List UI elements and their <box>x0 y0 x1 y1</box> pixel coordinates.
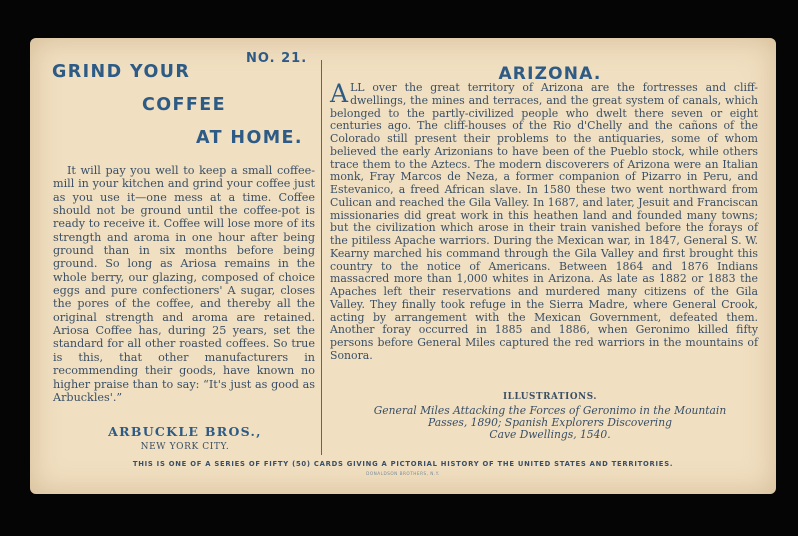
company-name: ARBUCKLE BROS., <box>108 424 262 439</box>
arizona-history-body: LL over the great territory of Arizona are the fortresses and cliff-dwellings, the mines and terraces, and the great system of canals, which belonged to the partly-civilized people who dwelt there seven or eight centuries ago. The cliff-houses of the Rio d'Chelly and the cañons of the Colorado still present their problems to the antiquaries, some of whom believed the early Arizonians to have been of the Pueblo stock, while others trace them to the Aztecs. The modern discoverers of Arizona were an Italian monk, Fray Marcos de Neza, a former companion of Pizarro in Peru, and Estevanico, a freed African slave. In 1580 these two went northward from Culican and reached the Gila Valley. In 1687, and later, Jesuit and Franciscan missionaries did great work in this heathen land and founded many towns; but the civilization which arose in their train vanished before the forays of the pitiless Apache warriors. During the Mexican war, in 1847, General S. W. Kearny marched his command through the Gila Valley and first brought this country to the notice of Americans. Between 1864 and 1876 Indians massacred more than 1,000 whites in Arizona. As late as 1882 or 1883 the Apaches left their reservations and murdered many citizens of the Gila Valley. They finally took refuge in the Sierra Madre, where General Crook, acting by arrangement with the Mexican Government, defeated them. Another foray occurred in 1885 and 1886, when Geronimo killed fifty persons before General Miles captured the red warriors in the mountains of Sonora. <box>330 81 758 362</box>
heading-line-1: GRIND YOUR <box>52 62 191 82</box>
illustration-caption-line: Passes, 1890; Spanish Explorers Discovering <box>428 416 672 429</box>
column-divider <box>321 60 322 455</box>
printer-credit: DONALDSON BROTHERS, N.Y. <box>366 471 440 476</box>
coffee-advice-text: It will pay you well to keep a small coffee-mill in your kitchen and grind your coffee just as you use it—one mess at a time. Coffee should not be ground until the coffee-pot is ready to receive it. Coffee will lose more of its strength and aroma in one hour after being ground than in six months before being ground. So long as Ariosa remains in the whole berry, our glazing, composed of choice eggs and pure confectioners' A sugar, closes the pores of the coffee, and thereby all the original strength and aroma are retained. Ariosa Coffee has, during 25 years, set the standard for all other roasted coffees. So true is this, that other manufacturers in recommending their goods, have known no higher praise than to say: “It's just as good as Arbuckles'.” <box>53 164 315 404</box>
grind-coffee-heading <box>52 56 314 155</box>
heading-line-2: COFFEE <box>142 95 226 115</box>
left-column <box>30 38 320 458</box>
card-number: NO. 21. <box>246 51 308 66</box>
series-footer: THIS IS ONE OF A SERIES OF FIFTY (50) CARDS GIVING A PICTORIAL HISTORY OF THE UNITED STATES AND TERRITORIES. <box>132 460 674 468</box>
illustrations-heading: ILLUSTRATIONS. <box>502 392 598 402</box>
drop-cap: A <box>330 79 349 108</box>
illustration-caption-line: Cave Dwellings, 1540. <box>489 428 611 441</box>
company-city: NEW YORK CITY. <box>140 442 230 452</box>
trade-card <box>30 38 776 494</box>
illustrations-caption <box>328 405 772 441</box>
illustration-caption-line: General Miles Attacking the Forces of Geronimo in the Mountain <box>373 404 727 417</box>
arizona-title: ARIZONA. <box>498 64 602 84</box>
arizona-history-text <box>330 79 758 363</box>
heading-line-3: AT HOME. <box>196 128 303 148</box>
